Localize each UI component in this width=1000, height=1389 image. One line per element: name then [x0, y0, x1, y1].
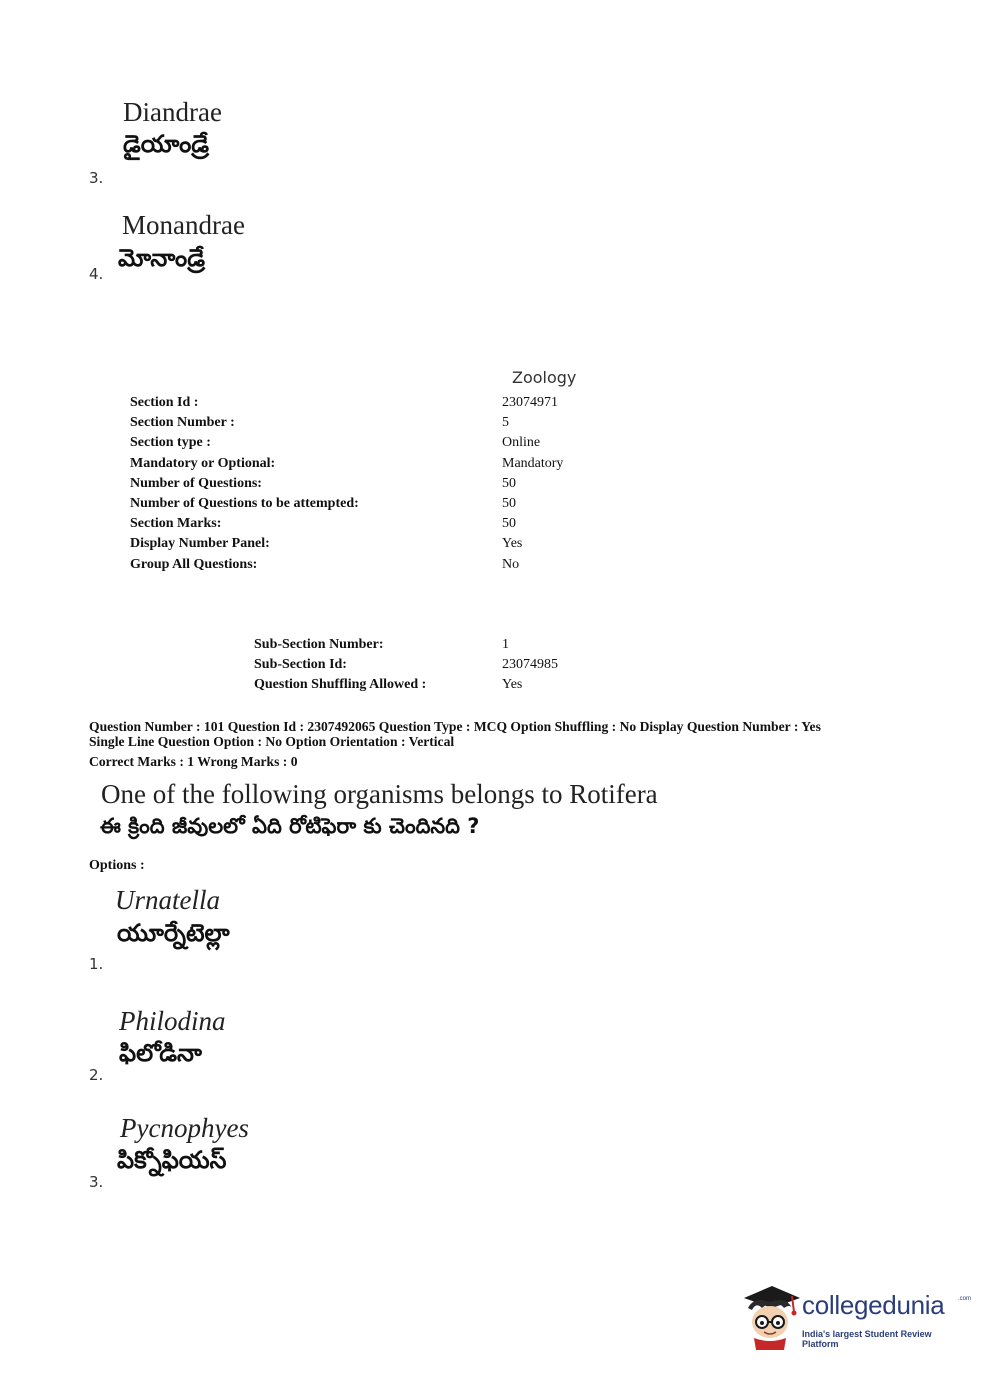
option-1-english: Urnatella — [115, 885, 220, 915]
section-row-label: Section Number : — [130, 415, 235, 431]
section-row-label: Section Marks: — [130, 516, 222, 532]
section-row-label: Mandatory or Optional: — [130, 455, 276, 471]
question-meta-line-1: Question Number : 101 Question Id : 2307492065 Question Type : MCQ Option Shuffling : No Display Question Number : Yes — [89, 719, 821, 734]
logo-wordmark: collegedunia — [802, 1290, 945, 1320]
section-row-label: Group All Questions: — [130, 556, 258, 572]
section-row-label: Section type : — [130, 435, 211, 451]
section-row-label: Display Number Panel: — [130, 536, 270, 552]
section-row-value: 5 — [502, 415, 509, 431]
options-label: Options : — [89, 858, 145, 873]
question-text-telugu: ఈ క్రింది జీవులలో ఏది రోటిఫెరా కు చెందినది ? — [100, 814, 480, 838]
option-3-number: 3. — [89, 1173, 104, 1191]
subsection-row-value: Yes — [502, 677, 523, 693]
section-row-value: 50 — [502, 516, 516, 532]
section-row-label: Section Id : — [130, 395, 199, 410]
section-row-label: Number of Questions: — [130, 475, 262, 491]
section-row-value: 50 — [502, 496, 516, 512]
section-row-value: 50 — [502, 475, 516, 491]
section-row-value: Online — [502, 435, 541, 451]
prev-option-4-telugu: మోనాండ్రే — [118, 244, 205, 272]
option-1-telugu: యూర్నేటెల్లా — [117, 919, 230, 947]
prev-option-4-english: Monandrae — [122, 210, 245, 240]
question-meta-line-2: Single Line Question Option : No Option Orientation : Vertical — [89, 734, 455, 749]
prev-option-3-telugu: డైయాండ్రే — [123, 130, 209, 158]
section-row-value: No — [502, 556, 520, 572]
subsection-row-label: Sub-Section Number: — [254, 637, 384, 652]
section-row-value: Yes — [502, 536, 523, 552]
option-3-telugu: పిక్నోఫియస్ — [117, 1146, 227, 1174]
subsection-row-label: Question Shuffling Allowed : — [254, 677, 427, 693]
option-2-english: Philodina — [119, 1006, 226, 1036]
section-title: Zoology — [512, 368, 577, 387]
logo-dotcom: .com — [958, 1296, 972, 1302]
option-2-number: 2. — [89, 1066, 104, 1084]
section-row-label: Number of Questions to be attempted: — [130, 496, 359, 512]
prev-option-3-english: Diandrae — [123, 97, 222, 127]
section-row-value: Mandatory — [502, 455, 564, 471]
option-1-number: 1. — [89, 955, 104, 973]
subsection-row-value: 23074985 — [502, 657, 558, 673]
option-2-telugu: ఫిలోడినా — [119, 1039, 202, 1067]
question-text-english: One of the following organisms belongs to Rotifera — [101, 779, 658, 809]
prev-option-4-number: 4. — [89, 265, 104, 283]
subsection-info-table — [254, 635, 652, 696]
collegedunia-logo — [740, 1282, 970, 1352]
question-marks: Correct Marks : 1 Wrong Marks : 0 — [89, 754, 298, 769]
option-3-english: Pycnophyes — [120, 1113, 249, 1143]
subsection-row-value: 1 — [502, 637, 509, 652]
section-info-table — [130, 393, 652, 575]
subsection-row-label: Sub-Section Id: — [254, 657, 347, 673]
section-row-value: 23074971 — [502, 395, 558, 410]
mascot-icon — [740, 1282, 802, 1352]
prev-option-3-number: 3. — [89, 169, 104, 187]
logo-tagline: India's largest Student Review Platform — [802, 1329, 932, 1349]
